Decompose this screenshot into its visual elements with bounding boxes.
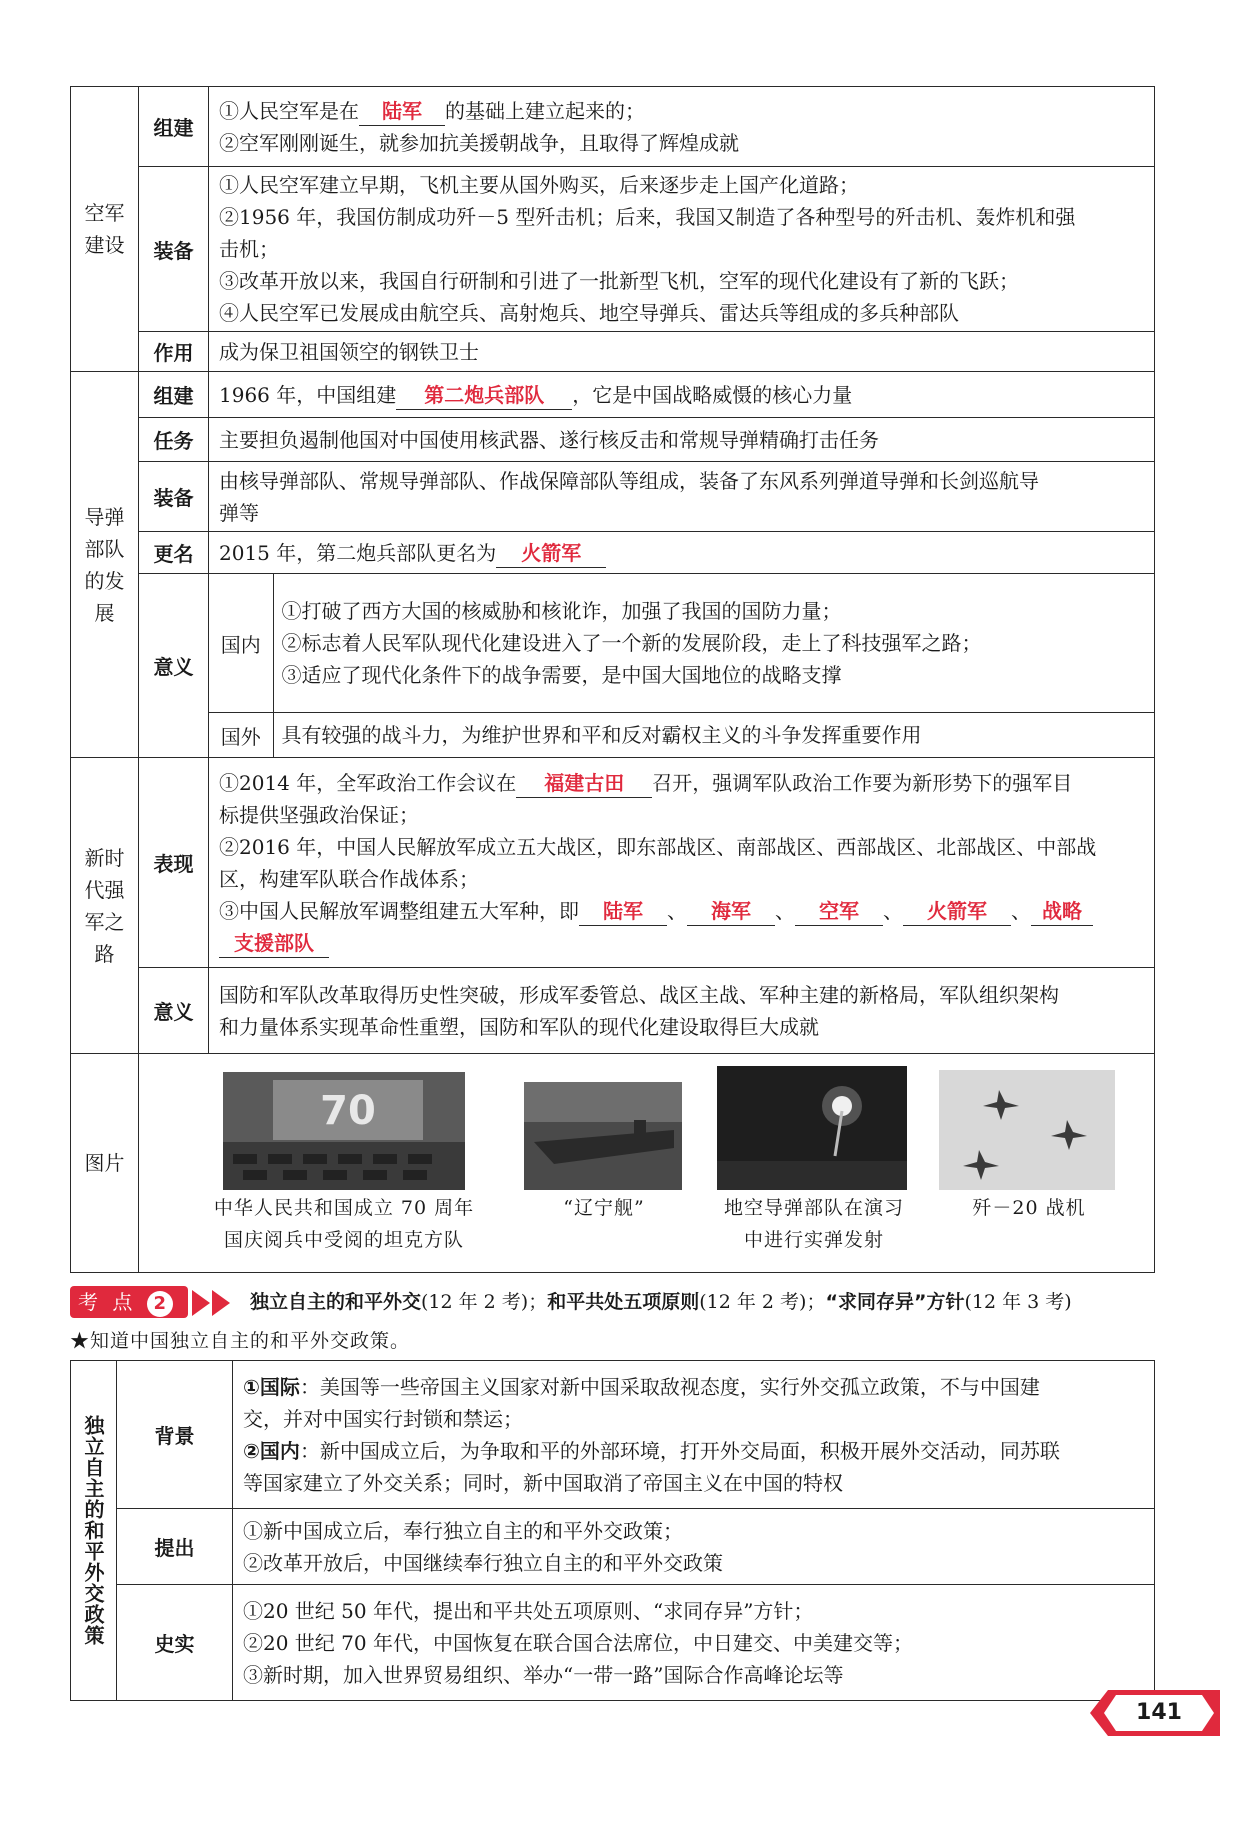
label-missile-meaning: 意义 [139,574,209,758]
label-foreign: 国外 [209,713,273,757]
content-newera-meaning: 国防和军队改革取得历史性突破，形成军委管总、战区主战、军种主建的新格局，军队组织架构 和力量体系实现革命性重塑，国防和军队的现代化建设取得巨大成就 [209,968,1155,1054]
requirement-note: ★知道中国独立自主的和平外交政策。 [70,1330,411,1352]
diplomacy-table [70,1360,1155,1701]
answer-blank: 战略 [1031,897,1093,926]
caption-j20: 歼－20 战机 [972,1197,1086,1219]
photo-missile-launch [717,1066,907,1190]
label-facts: 史实 [117,1585,233,1701]
category-new-era: 新时代强军之路 [71,758,139,1054]
meaning-foreign-cell [209,713,1155,758]
content-propose: ①新中国成立后，奉行独立自主的和平外交政策； ②改革开放后，中国继续奉行独立自主的和平外交政策 [233,1509,1155,1585]
label-newera-meaning: 意义 [139,968,209,1054]
content-background: ①国际：美国等一些帝国主义国家对新中国采取敌视态度，实行外交孤立政策，不与中国建 交，并对中国实行封锁和禁运； ②国内：新中国成立后，为争取和平的外部环境，打开外交局面，积极开展外交活动，同苏联 等国家建立了外交关系；同时，新中国取消了帝国主义在中国的特权 [233,1361,1155,1509]
content-missile-rename: 2015 年，第二炮兵部队更名为 火箭军 [209,532,1155,574]
label-air-role: 作用 [139,332,209,372]
content-missile-task: 主要担负遏制他国对中国使用核武器、遂行核反击和常规导弹精确打击任务 [209,418,1155,462]
content-missile-equip: 由核导弹部队、常规导弹部队、作战保障部队等组成，装备了东风系列弹道导弹和长剑巡航导 弹等 [209,462,1155,532]
label-air-build: 组建 [139,87,209,167]
category-pictures: 图片 [71,1054,139,1273]
double-arrow-icon [192,1290,238,1316]
label-background: 背景 [117,1361,233,1509]
answer-blank: 海军 [687,897,775,926]
exam-point-bar [70,1284,1160,1320]
exam-point-number: 2 [147,1291,173,1317]
page-number-tab [1090,1690,1220,1736]
photo-parade [223,1072,465,1190]
category-diplomacy: 独立自主的和平外交政策 [71,1361,117,1701]
content-air-build: ①人民空军是在 陆军 的基础上建立起来的； ②空军刚刚诞生，就参加抗美援朝战争，且取得了辉煌成就 [209,87,1155,167]
label-missile-equip: 装备 [139,462,209,532]
label-missile-task: 任务 [139,418,209,462]
photo-liaoning-carrier [524,1082,682,1190]
category-missile-force: 导弹部队的发展 [71,372,139,758]
caption-missile: 地空导弹部队在演习 中进行实弹发射 [723,1197,904,1251]
content-missile-build: 1966 年，中国组建 第二炮兵部队 ，它是中国战略威慑的核心力量 [209,372,1155,418]
category-air-force: 空军建设 [71,87,139,372]
answer-blank: 陆军 [579,897,667,926]
content-newera-show: ①2014 年，全军政治工作会议在 福建古田 召开，强调军队政治工作要为新形势下的强军目 标提供坚强政治保证； ②2016 年，中国人民解放军成立五大战区，即东部战区、南部战区、西部战区、北部战区、中部战 区，构建军队联合作战体系； ③中国人民解放军调整组建五大军种，即 陆军 、 海军 、 空军 、 火箭军 、 战略 支援部队 [209,758,1155,968]
answer-blank: 火箭军 [903,897,1011,926]
content-domestic: ①打破了西方大国的核威胁和核讹诈，加强了我国的国防力量； ②标志着人民军队现代化建设进入了一个新的发展阶段，走上了科技强军之路； ③适应了现代化条件下的战争需要，是中国大国地位的战略支撑 [281,599,982,687]
answer-blank: 第二炮兵部队 [396,381,572,410]
answer-blank: 支援部队 [219,929,329,958]
content-air-role: 成为保卫祖国领空的钢铁卫士 [209,332,1155,372]
military-table [70,86,1155,1273]
answer-blank: 陆军 [359,97,445,126]
content-air-equip: ①人民空军建立早期，飞机主要从国外购买，后来逐步走上国产化道路； ②1956 年，我国仿制成功歼－5 型歼击机；后来，我国又制造了各种型号的歼击机、轰炸机和强 击机； ③改革开放以来，我国自行研制和引进了一批新型飞机，空军的现代化建设有了新的飞跃； ④人民空军已发展成由航空兵、高射炮兵、地空导弹兵、雷达兵等组成的多兵种部队 [209,167,1155,332]
meaning-domestic-cell [209,574,1155,713]
label-domestic: 国内 [209,574,273,712]
caption-parade: 中华人民共和国成立 70 周年 国庆阅兵中受阅的坦克方队 [213,1197,475,1251]
label-air-equip: 装备 [139,167,209,332]
label-propose: 提出 [117,1509,233,1585]
content-foreign: 具有较强的战斗力，为维护世界和平和反对霸权主义的斗争发挥重要作用 [281,723,922,747]
label-newera-show: 表现 [139,758,209,968]
photo-j20-fighters [939,1070,1115,1190]
pictures-cell [139,1054,1155,1273]
parade-emblem: 70 [320,1088,376,1134]
answer-blank: 福建古田 [516,769,652,798]
answer-blank: 火箭军 [496,539,606,568]
content-facts: ①20 世纪 50 年代，提出和平共处五项原则、“求同存异”方针； ②20 世纪 70 年代，中国恢复在联合国合法席位，中日建交、中美建交等； ③新时期，加入世界贸易组织、举办“一带一路”国际合作高峰论坛等 [233,1585,1155,1701]
caption-carrier: “辽宁舰” [563,1197,645,1219]
page-number: 141 [1136,1700,1182,1725]
exam-point-title: 独立自主的和平外交(12 年 2 考)；和平共处五项原则(12 年 2 考)；“求同存异”方针(12 年 3 考) [250,1291,1072,1313]
label-missile-rename: 更名 [139,532,209,574]
exam-point-badge: 考 点 2 [70,1286,188,1318]
answer-blank: 空军 [795,897,883,926]
label-missile-build: 组建 [139,372,209,418]
